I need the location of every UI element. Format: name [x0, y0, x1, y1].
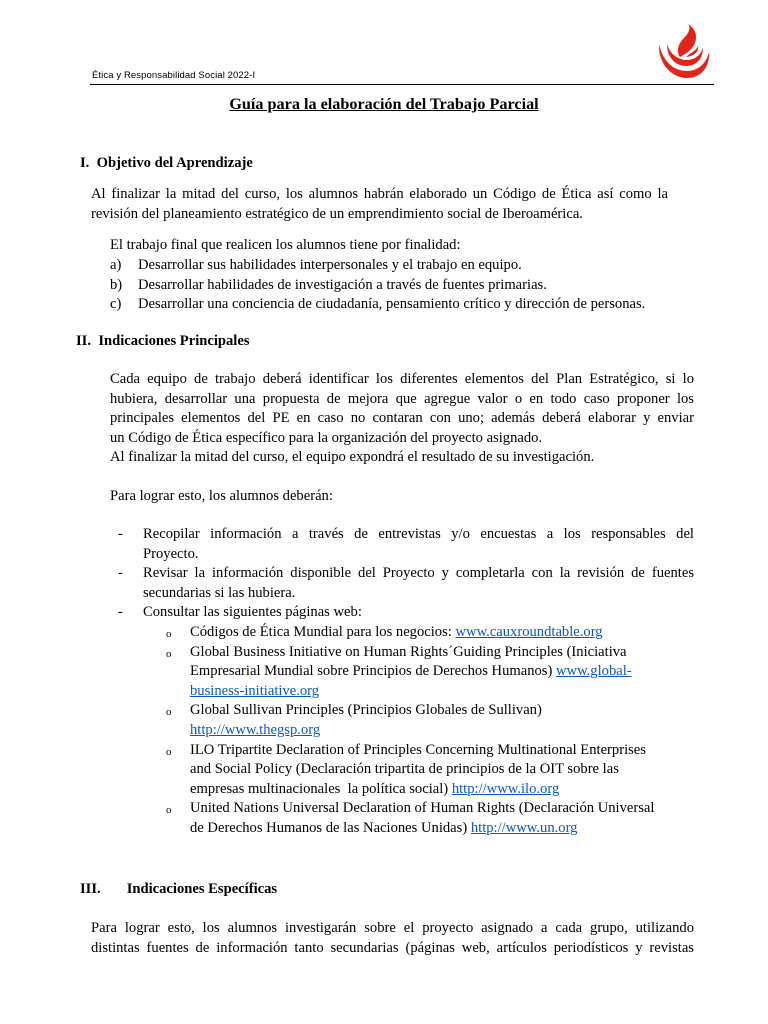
list-item [118, 603, 694, 623]
list-item [166, 741, 696, 800]
list-intro: El trabajo final que realicen los alumnos tiene por finalidad: [110, 237, 461, 253]
website-link[interactable]: http://www.ilo.org [451, 780, 560, 797]
section-heading-1 [80, 154, 253, 174]
section-heading-3 [80, 880, 277, 900]
text-line: hubiera, desarrollar una propuesta de mejora que agregue valor o en todo caso proponer los [110, 390, 694, 407]
website-link[interactable]: www.global- [555, 663, 632, 680]
text-line: Global Sullivan Principles (Principios Globales de Sullivan) [190, 702, 542, 719]
list-text: Desarrollar una conciencia de ciudadanía, pensamiento crítico y dirección de personas. [138, 296, 646, 313]
list-marker: o [166, 628, 172, 640]
text-line: Al finalizar la mitad del curso, los alumnos habrán elaborado un Código de Ética así como la [91, 186, 668, 202]
list-marker: - [118, 604, 123, 621]
list-item [166, 623, 696, 643]
section-number: III. [80, 881, 101, 897]
list-item [110, 256, 710, 276]
tasks-list [118, 525, 694, 623]
university-logo-icon [654, 24, 712, 80]
list-marker: b) [110, 276, 123, 293]
list-marker: - [118, 526, 123, 542]
text-line: empresas multinacionales la política social) [190, 780, 449, 797]
list-marker: o [166, 804, 172, 817]
text-line: Global Business Initiative on Human Rights´Guiding Principles (Iniciativa [190, 643, 627, 660]
section-title: Objetivo del Aprendizaje [96, 155, 253, 171]
list-marker: o [166, 647, 172, 660]
list-text: Desarrollar sus habilidades interpersonales y el trabajo en equipo. [138, 257, 522, 273]
text-line: Revisar la información disponible del Proyecto y completarla con la revisión de fuentes [143, 565, 694, 582]
website-description: Códigos de Ética Mundial para los negocios: [190, 624, 452, 640]
list-marker: c) [110, 296, 122, 313]
section-heading-2 [76, 332, 250, 352]
website-link[interactable]: http://www.un.org [470, 819, 578, 836]
list-item [118, 564, 694, 603]
text-line: Al finalizar la mitad del curso, el equipo expondrá el resultado de su investigación. [110, 449, 595, 466]
text-line: Empresarial Mundial sobre Principios de Derechos Humanos) [190, 663, 553, 680]
text-line: un Código de Ética específico para la organización del proyecto asignado. [110, 429, 543, 446]
text-line: distintas fuentes de información tanto secundarias (páginas web, artículos periodísticos y revistas [91, 939, 694, 956]
websites-list [166, 623, 696, 839]
list-marker: o [166, 745, 172, 758]
text-line: United Nations Universal Declaration of Human Rights (Declaración Universal [190, 800, 655, 817]
section-title: Indicaciones Específicas [126, 881, 278, 897]
text-line: Recopilar información a través de entrevistas y/o encuestas a los responsables del [143, 526, 694, 542]
text-line: ILO Tripartite Declaration of Principles Concerning Multinational Enterprises [190, 741, 646, 758]
list-text: Desarrollar habilidades de investigación a través de fuentes primarias. [138, 276, 547, 293]
website-link[interactable]: www.cauxroundtable.org [455, 624, 603, 640]
list-item [166, 701, 696, 740]
list-item [166, 643, 696, 702]
text-line: Proyecto. [143, 545, 199, 562]
objectives-list [110, 256, 710, 315]
paragraph [110, 370, 694, 468]
text-line: Para lograr esto, los alumnos investigarán sobre el proyecto asignado a cada grupo, utilizando [91, 920, 694, 936]
text-line: principales elementos del PE en caso no contaran con uno; además deberá elaborar y enviar [110, 410, 694, 427]
paragraph [91, 185, 668, 224]
list-item [118, 525, 694, 564]
header-rule [90, 84, 714, 85]
list-item [110, 295, 710, 315]
text-line: and Social Policy (Declaración tripartita de principios de la OIT sobre las [190, 761, 619, 778]
course-header: Ética y Responsabilidad Social 2022-I [92, 70, 256, 81]
list-item [166, 799, 696, 838]
list-marker: o [166, 706, 172, 719]
text-line: revisión del planeamiento estratégico de un emprendimiento social de Iberoamérica. [91, 205, 583, 222]
list-marker: - [118, 565, 123, 582]
list-marker: a) [110, 257, 122, 273]
text-line: secundarias si las hubiera. [143, 584, 296, 601]
section-number: II. [76, 333, 92, 349]
text-line: Consultar las siguientes páginas web: [143, 604, 362, 621]
list-item [110, 276, 710, 296]
document-title: Guía para la elaboración del Trabajo Parcial [229, 95, 539, 113]
website-link[interactable]: http://www.thegsp.org [190, 721, 321, 738]
text-line: de Derechos Humanos de las Naciones Unidas) [190, 819, 468, 836]
paragraph [91, 919, 694, 958]
text-line: Cada equipo de trabajo deberá identificar los diferentes elementos del Plan Estratégico, si lo [110, 371, 694, 387]
website-link[interactable]: business-initiative.org [190, 682, 320, 699]
list-intro: Para lograr esto, los alumnos deberán: [110, 488, 333, 504]
section-number: I. [80, 155, 90, 171]
section-title: Indicaciones Principales [98, 333, 250, 349]
